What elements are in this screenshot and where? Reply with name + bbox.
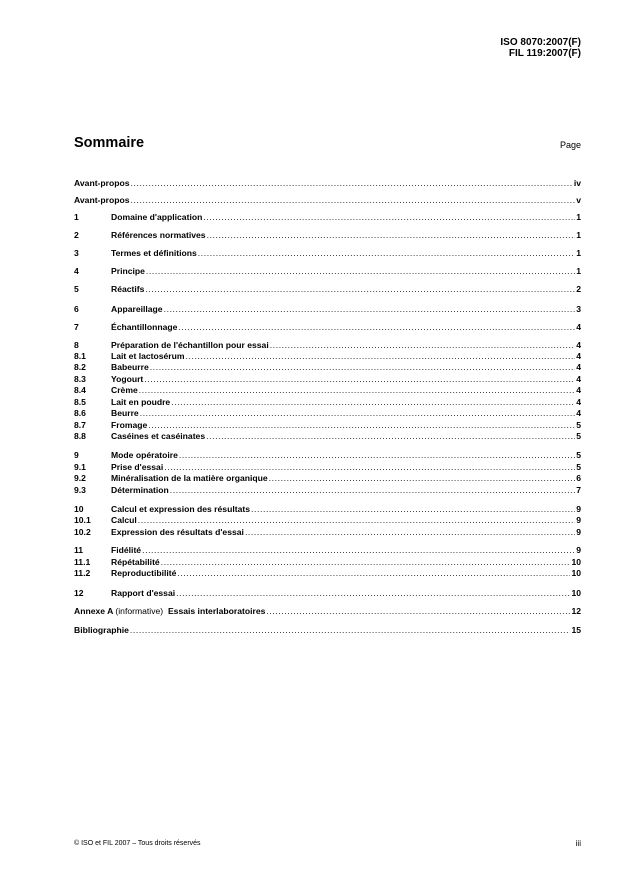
toc-entry-page: 4 <box>576 351 581 361</box>
toc-entry-page: v <box>576 195 581 205</box>
dot-leader <box>164 303 576 315</box>
toc-entry-page: 12 <box>571 606 581 616</box>
toc-entry[interactable] <box>74 265 581 277</box>
toc-entry-title-text: Expression des résultats d'essai <box>111 527 244 537</box>
dot-leader <box>177 567 570 579</box>
dot-leader <box>150 361 575 373</box>
toc-entry[interactable] <box>74 587 581 599</box>
dot-leader <box>178 321 575 333</box>
toc-entry[interactable] <box>74 361 581 373</box>
toc-entry-title-text: Avant-propos <box>74 195 130 205</box>
toc-entry-title-text: Crème <box>111 385 138 395</box>
toc-entry-number: 11.2 <box>74 568 91 578</box>
toc-entry-title-text: Fidélité <box>111 545 142 555</box>
toc-entry[interactable] <box>74 247 581 259</box>
toc-entry-page: 1 <box>576 212 581 222</box>
toc-entry-number: 3 <box>74 248 79 258</box>
toc-entry-page: 4 <box>576 374 581 384</box>
dot-leader <box>266 605 570 617</box>
toc-entry-page: 3 <box>576 304 581 314</box>
toc-entry-number: 9 <box>74 450 79 460</box>
toc-entry-title-text: Mode opératoire <box>111 450 178 460</box>
toc-entry[interactable] <box>74 407 581 419</box>
toc-entry-page: 7 <box>576 485 581 495</box>
toc-entry-page: 5 <box>576 431 581 441</box>
toc-entry-title-text: Détermination <box>111 485 169 495</box>
dot-leader <box>145 283 575 295</box>
toc-entry-title-text: Babeurre <box>111 362 149 372</box>
dot-leader <box>130 624 571 636</box>
page-title: Sommaire <box>74 135 145 151</box>
toc-entry[interactable] <box>74 283 581 295</box>
toc-entry-title <box>111 544 141 556</box>
toc-entry-page: 4 <box>576 385 581 395</box>
toc-entry[interactable] <box>74 321 581 333</box>
toc-entry-page: 9 <box>576 504 581 514</box>
toc-entry-page: 2 <box>576 284 581 294</box>
toc-entry-page: 4 <box>576 340 581 350</box>
toc-entry-page: 5 <box>576 450 581 460</box>
toc-entry[interactable] <box>74 605 581 617</box>
toc-entry-title <box>111 321 177 333</box>
dot-leader <box>206 430 575 442</box>
toc-entry-title <box>111 247 197 259</box>
dot-leader <box>140 407 576 419</box>
toc-entry-title <box>111 211 202 223</box>
toc-entry-title-text: Calcul <box>111 515 137 525</box>
toc-entry-title <box>111 283 144 295</box>
toc-entry-number: 8.1 <box>74 351 86 361</box>
toc-entry-title <box>111 472 268 484</box>
toc-entry-title-text: Avant-propos <box>74 178 130 188</box>
toc-entry-title <box>74 605 265 617</box>
document-header <box>500 37 581 59</box>
toc-entry-title-text: Répétabilité <box>111 557 160 567</box>
toc-entry-page: 1 <box>576 248 581 258</box>
toc-entry-page: 4 <box>576 397 581 407</box>
toc-entry-title-text: Bibliographie <box>74 625 129 635</box>
toc-entry-number: 9.2 <box>74 473 86 483</box>
toc-entry-title-text: Réactifs <box>111 284 145 294</box>
dot-leader <box>203 211 575 223</box>
toc-entry-number: 12 <box>74 588 84 598</box>
toc-entry-number: 8.2 <box>74 362 86 372</box>
toc-entry[interactable] <box>74 430 581 442</box>
toc-entry-title-text: Annexe A <box>74 606 113 616</box>
toc-entry-title-text: Calcul et expression des résultats <box>111 504 250 514</box>
toc-entry-title-text: Lait et lactosérum <box>111 351 185 361</box>
toc-entry-page: 15 <box>571 625 581 635</box>
page-number: iii <box>575 839 581 848</box>
toc-entry-page: 9 <box>576 527 581 537</box>
toc-entry-page: 1 <box>576 266 581 276</box>
toc-entry-page: 4 <box>576 362 581 372</box>
toc-entry-page: 10 <box>571 588 581 598</box>
dot-leader <box>170 484 575 496</box>
toc-entry-title-text: Reproductibilité <box>111 568 177 578</box>
toc-entry-title-text: Beurre <box>111 408 139 418</box>
toc-entry-title-text: Minéralisation de la matière organique <box>111 473 268 483</box>
dot-leader <box>142 544 575 556</box>
toc-entry-number: 9.3 <box>74 485 86 495</box>
dot-leader <box>176 587 570 599</box>
toc-entry-title-text: Prise d'essai <box>111 462 164 472</box>
toc-entry-title <box>111 229 206 241</box>
toc-entry-title <box>111 587 175 599</box>
toc-entry-number: 5 <box>74 284 79 294</box>
toc-entry-page: 4 <box>576 408 581 418</box>
toc-entry-title <box>111 430 205 442</box>
toc-entry-page: 6 <box>576 473 581 483</box>
toc-entry-title-text: Rapport d'essai <box>111 588 176 598</box>
toc-entry-title <box>111 449 178 461</box>
copyright-notice: © ISO et FIL 2007 – Tous droits réservés <box>74 840 201 847</box>
toc-entry[interactable] <box>74 194 581 206</box>
toc-entry-title-text: Yogourt <box>111 374 144 384</box>
toc-entry-page: 5 <box>576 420 581 430</box>
toc-entry-title <box>111 526 244 538</box>
toc-entry-title-text: Caséines et caséinates <box>111 431 206 441</box>
toc-entry-title <box>74 194 130 206</box>
toc-entry-title <box>74 624 129 636</box>
dot-leader <box>139 384 575 396</box>
toc-entry-number: 11 <box>74 545 84 555</box>
toc-entry-title <box>111 384 138 396</box>
toc-entry-number: 10.1 <box>74 515 91 525</box>
dot-leader <box>131 177 573 189</box>
toc-entry-page: 9 <box>576 515 581 525</box>
dot-leader <box>179 449 575 461</box>
toc-entry-number: 6 <box>74 304 79 314</box>
dot-leader <box>245 526 575 538</box>
toc-entry-number: 8 <box>74 340 79 350</box>
toc-entry-title-text: Termes et définitions <box>111 248 197 258</box>
toc-entry-title <box>111 514 137 526</box>
toc-entry[interactable] <box>74 303 581 315</box>
toc-entry-title <box>111 484 169 496</box>
toc-entry-title <box>111 567 176 579</box>
toc-entry[interactable] <box>74 449 581 461</box>
page-column-label: Page <box>559 140 581 150</box>
toc-entry-title-text: Domaine d'application <box>111 212 203 222</box>
toc-entry-title <box>111 265 145 277</box>
toc-entry-title <box>111 303 163 315</box>
toc-entry[interactable] <box>74 384 581 396</box>
toc-entry-number: 1 <box>74 212 79 222</box>
toc-entry-number: 11.1 <box>74 557 91 567</box>
toc-entry-title-text: Lait en poudre <box>111 397 171 407</box>
toc-entry-title <box>111 361 149 373</box>
toc-entry-page: 4 <box>576 322 581 332</box>
dot-leader <box>131 194 576 206</box>
toc-entry-title-text: Références normatives <box>111 230 206 240</box>
toc-entry-page: 5 <box>576 462 581 472</box>
toc-entry[interactable] <box>74 484 581 496</box>
toc-entry-title-text: Principe <box>111 266 145 276</box>
toc-entry-number: 8.8 <box>74 431 86 441</box>
toc-entry[interactable] <box>74 544 581 556</box>
toc-entry-number: 2 <box>74 230 79 240</box>
toc-entry[interactable] <box>74 567 581 579</box>
toc-entry[interactable] <box>74 211 581 223</box>
toc-entry-title-text: Appareillage <box>111 304 163 314</box>
standard-number-fil: FIL 119:2007(F) <box>508 48 581 59</box>
toc-entry-number: 8.6 <box>74 408 86 418</box>
toc-entry-page: 1 <box>576 230 581 240</box>
toc-entry-number: 7 <box>74 322 79 332</box>
toc-entry-page: iv <box>573 178 581 188</box>
toc-entry-number: 9.1 <box>74 462 86 472</box>
toc-entry[interactable] <box>74 624 581 636</box>
toc-entry-number: 8.7 <box>74 420 86 430</box>
toc-entry-annex-title: Essais interlaboratoires <box>167 606 266 616</box>
dot-leader <box>198 247 575 259</box>
toc-entry[interactable] <box>74 526 581 538</box>
toc-entry-title-text: Échantillonnage <box>111 322 178 332</box>
toc-entry[interactable] <box>74 514 581 526</box>
toc-entry[interactable] <box>74 472 581 484</box>
toc-entry[interactable] <box>74 177 581 189</box>
toc-entry-number: 10.2 <box>74 527 91 537</box>
toc-entry-page: 10 <box>571 557 581 567</box>
toc-entry-title <box>74 177 130 189</box>
toc-entry-number: 4 <box>74 266 79 276</box>
toc-entry-title <box>111 407 139 419</box>
toc-entry-number: 8.4 <box>74 385 86 395</box>
toc-entry-page: 10 <box>571 568 581 578</box>
toc-entry[interactable] <box>74 229 581 241</box>
dot-leader <box>146 265 575 277</box>
toc-entry-number: 8.3 <box>74 374 86 384</box>
toc-entry-number: 8.5 <box>74 397 86 407</box>
standard-number-iso: ISO 8070:2007(F) <box>500 37 581 48</box>
dot-leader <box>207 229 576 241</box>
dot-leader <box>138 514 575 526</box>
toc-entry-page: 9 <box>576 545 581 555</box>
dot-leader <box>269 472 576 484</box>
toc-entry-title-text: Fromage <box>111 420 148 430</box>
toc-entry-number: 10 <box>74 504 84 514</box>
toc-entry-title-text: Préparation de l'échantillon pour essai <box>111 340 269 350</box>
toc-entry-annex-type: (informative) <box>115 606 164 616</box>
